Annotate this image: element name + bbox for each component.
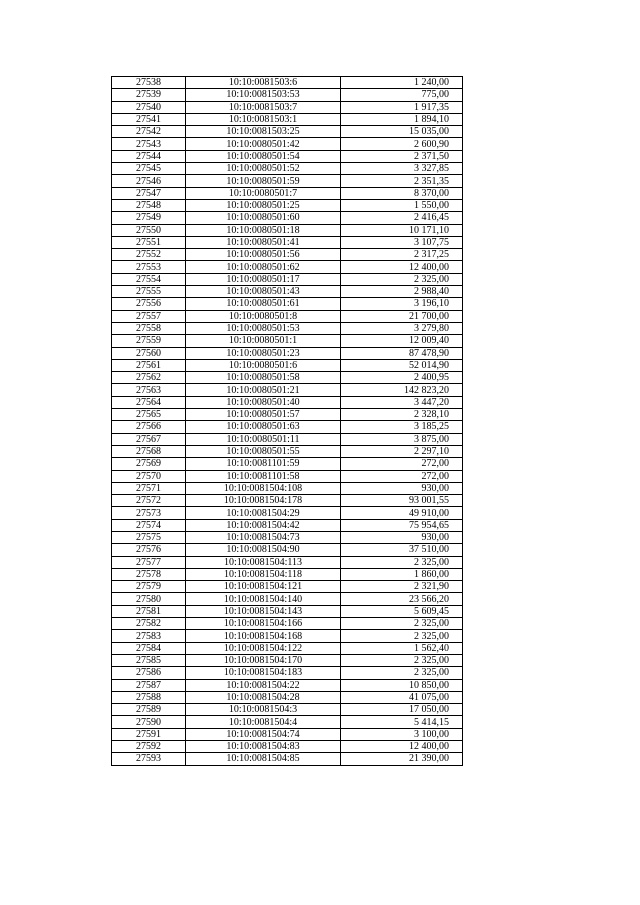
cadastral-number-cell: 10:10:0080501:52 <box>186 163 341 175</box>
table-row <box>112 163 463 175</box>
cadastral-number-cell: 10:10:0081503:1 <box>186 113 341 125</box>
cadastral-number-cell: 10:10:0080501:55 <box>186 445 341 457</box>
row-number-cell: 27567 <box>112 433 186 445</box>
cadastral-number-cell: 10:10:0081504:118 <box>186 568 341 580</box>
table-row <box>112 421 463 433</box>
value-cell: 52 014,90 <box>341 359 463 371</box>
row-number-cell: 27571 <box>112 482 186 494</box>
table-row <box>112 531 463 543</box>
value-cell: 930,00 <box>341 531 463 543</box>
table-row <box>112 199 463 211</box>
table-row <box>112 384 463 396</box>
cadastral-number-cell: 10:10:0081504:108 <box>186 482 341 494</box>
value-cell: 272,00 <box>341 458 463 470</box>
value-cell: 15 035,00 <box>341 126 463 138</box>
table-row <box>112 581 463 593</box>
table-row <box>112 593 463 605</box>
cadastral-number-cell: 10:10:0080501:63 <box>186 421 341 433</box>
value-cell: 1 562,40 <box>341 642 463 654</box>
table-row <box>112 667 463 679</box>
value-cell: 3 875,00 <box>341 433 463 445</box>
row-number-cell: 27551 <box>112 236 186 248</box>
cadastral-number-cell: 10:10:0081504:113 <box>186 556 341 568</box>
cadastral-number-cell: 10:10:0080501:42 <box>186 138 341 150</box>
table-body <box>112 77 463 766</box>
value-cell: 2 317,25 <box>341 249 463 261</box>
value-cell: 2 325,00 <box>341 273 463 285</box>
row-number-cell: 27541 <box>112 113 186 125</box>
value-cell: 2 416,45 <box>341 212 463 224</box>
value-cell: 2 371,50 <box>341 150 463 162</box>
table-row <box>112 482 463 494</box>
value-cell: 93 001,55 <box>341 495 463 507</box>
row-number-cell: 27587 <box>112 679 186 691</box>
table-row <box>112 372 463 384</box>
table-row <box>112 187 463 199</box>
table-row <box>112 556 463 568</box>
row-number-cell: 27592 <box>112 741 186 753</box>
value-cell: 2 988,40 <box>341 286 463 298</box>
value-cell: 2 328,10 <box>341 409 463 421</box>
row-number-cell: 27568 <box>112 445 186 457</box>
cadastral-number-cell: 10:10:0080501:1 <box>186 335 341 347</box>
row-number-cell: 27593 <box>112 753 186 765</box>
row-number-cell: 27544 <box>112 150 186 162</box>
value-cell: 2 325,00 <box>341 667 463 679</box>
cadastral-number-cell: 10:10:0081504:4 <box>186 716 341 728</box>
cadastral-number-cell: 10:10:0081504:168 <box>186 630 341 642</box>
cadastral-number-cell: 10:10:0080501:7 <box>186 187 341 199</box>
cadastral-number-cell: 10:10:0081504:29 <box>186 507 341 519</box>
row-number-cell: 27555 <box>112 286 186 298</box>
value-cell: 1 240,00 <box>341 77 463 89</box>
row-number-cell: 27577 <box>112 556 186 568</box>
row-number-cell: 27591 <box>112 728 186 740</box>
cadastral-number-cell: 10:10:0080501:25 <box>186 199 341 211</box>
row-number-cell: 27569 <box>112 458 186 470</box>
cadastral-number-cell: 10:10:0081503:7 <box>186 101 341 113</box>
cadastral-number-cell: 10:10:0081504:140 <box>186 593 341 605</box>
table-row <box>112 126 463 138</box>
table-row <box>112 507 463 519</box>
row-number-cell: 27565 <box>112 409 186 421</box>
value-cell: 775,00 <box>341 89 463 101</box>
cadastral-value-table <box>111 76 463 766</box>
row-number-cell: 27584 <box>112 642 186 654</box>
value-cell: 1 860,00 <box>341 568 463 580</box>
cadastral-number-cell: 10:10:0081504:183 <box>186 667 341 679</box>
value-cell: 21 390,00 <box>341 753 463 765</box>
row-number-cell: 27585 <box>112 654 186 666</box>
value-cell: 8 370,00 <box>341 187 463 199</box>
row-number-cell: 27590 <box>112 716 186 728</box>
value-cell: 75 954,65 <box>341 519 463 531</box>
table-row <box>112 716 463 728</box>
table-row <box>112 704 463 716</box>
value-cell: 21 700,00 <box>341 310 463 322</box>
table-row <box>112 409 463 421</box>
cadastral-number-cell: 10:10:0080501:8 <box>186 310 341 322</box>
cadastral-number-cell: 10:10:0081504:73 <box>186 531 341 543</box>
value-cell: 2 600,90 <box>341 138 463 150</box>
row-number-cell: 27543 <box>112 138 186 150</box>
value-cell: 12 400,00 <box>341 741 463 753</box>
cadastral-number-cell: 10:10:0080501:11 <box>186 433 341 445</box>
table-row <box>112 261 463 273</box>
cadastral-number-cell: 10:10:0080501:6 <box>186 359 341 371</box>
value-cell: 23 566,20 <box>341 593 463 605</box>
row-number-cell: 27562 <box>112 372 186 384</box>
value-cell: 930,00 <box>341 482 463 494</box>
row-number-cell: 27548 <box>112 199 186 211</box>
value-cell: 2 325,00 <box>341 556 463 568</box>
table-row <box>112 138 463 150</box>
value-cell: 2 325,00 <box>341 654 463 666</box>
table-row <box>112 298 463 310</box>
cadastral-number-cell: 10:10:0081504:83 <box>186 741 341 753</box>
table-row <box>112 605 463 617</box>
cadastral-number-cell: 10:10:0081503:53 <box>186 89 341 101</box>
table-row <box>112 519 463 531</box>
cadastral-number-cell: 10:10:0081504:121 <box>186 581 341 593</box>
row-number-cell: 27586 <box>112 667 186 679</box>
value-cell: 3 100,00 <box>341 728 463 740</box>
table-row <box>112 618 463 630</box>
cadastral-number-cell: 10:10:0081504:3 <box>186 704 341 716</box>
value-cell: 3 447,20 <box>341 396 463 408</box>
table-row <box>112 679 463 691</box>
table-row <box>112 642 463 654</box>
value-cell: 2 325,00 <box>341 630 463 642</box>
table-row <box>112 286 463 298</box>
cadastral-number-cell: 10:10:0081504:22 <box>186 679 341 691</box>
row-number-cell: 27561 <box>112 359 186 371</box>
cadastral-number-cell: 10:10:0080501:43 <box>186 286 341 298</box>
row-number-cell: 27539 <box>112 89 186 101</box>
row-number-cell: 27580 <box>112 593 186 605</box>
value-cell: 1 917,35 <box>341 101 463 113</box>
value-cell: 3 327,85 <box>341 163 463 175</box>
row-number-cell: 27554 <box>112 273 186 285</box>
cadastral-number-cell: 10:10:0081504:42 <box>186 519 341 531</box>
value-cell: 3 279,80 <box>341 322 463 334</box>
table-row <box>112 113 463 125</box>
value-cell: 272,00 <box>341 470 463 482</box>
value-cell: 1 894,10 <box>341 113 463 125</box>
cadastral-number-cell: 10:10:0081504:28 <box>186 691 341 703</box>
row-number-cell: 27581 <box>112 605 186 617</box>
value-cell: 142 823,20 <box>341 384 463 396</box>
row-number-cell: 27538 <box>112 77 186 89</box>
cadastral-number-cell: 10:10:0080501:23 <box>186 347 341 359</box>
table-row <box>112 495 463 507</box>
value-cell: 87 478,90 <box>341 347 463 359</box>
cadastral-number-cell: 10:10:0080501:40 <box>186 396 341 408</box>
table-row <box>112 654 463 666</box>
cadastral-number-cell: 10:10:0080501:62 <box>186 261 341 273</box>
row-number-cell: 27545 <box>112 163 186 175</box>
value-cell: 2 297,10 <box>341 445 463 457</box>
cadastral-number-cell: 10:10:0080501:53 <box>186 322 341 334</box>
cadastral-number-cell: 10:10:0081504:178 <box>186 495 341 507</box>
table-row <box>112 236 463 248</box>
row-number-cell: 27550 <box>112 224 186 236</box>
table-row <box>112 544 463 556</box>
cadastral-number-cell: 10:10:0080501:57 <box>186 409 341 421</box>
row-number-cell: 27547 <box>112 187 186 199</box>
row-number-cell: 27558 <box>112 322 186 334</box>
cadastral-number-cell: 10:10:0080501:61 <box>186 298 341 310</box>
value-cell: 49 910,00 <box>341 507 463 519</box>
value-cell: 5 414,15 <box>341 716 463 728</box>
cadastral-number-cell: 10:10:0081504:122 <box>186 642 341 654</box>
table-row <box>112 224 463 236</box>
table-row <box>112 728 463 740</box>
table-row <box>112 322 463 334</box>
cadastral-number-cell: 10:10:0080501:59 <box>186 175 341 187</box>
row-number-cell: 27559 <box>112 335 186 347</box>
value-cell: 17 050,00 <box>341 704 463 716</box>
table-row <box>112 212 463 224</box>
table-row <box>112 568 463 580</box>
row-number-cell: 27573 <box>112 507 186 519</box>
value-cell: 2 400,95 <box>341 372 463 384</box>
table-row <box>112 310 463 322</box>
table-row <box>112 150 463 162</box>
table-row <box>112 741 463 753</box>
value-cell: 3 196,10 <box>341 298 463 310</box>
table-row <box>112 691 463 703</box>
row-number-cell: 27578 <box>112 568 186 580</box>
value-cell: 2 321,90 <box>341 581 463 593</box>
row-number-cell: 27560 <box>112 347 186 359</box>
cadastral-number-cell: 10:10:0080501:21 <box>186 384 341 396</box>
table-row <box>112 458 463 470</box>
value-cell: 10 171,10 <box>341 224 463 236</box>
row-number-cell: 27542 <box>112 126 186 138</box>
value-cell: 10 850,00 <box>341 679 463 691</box>
row-number-cell: 27552 <box>112 249 186 261</box>
cadastral-number-cell: 10:10:0080501:41 <box>186 236 341 248</box>
value-cell: 3 185,25 <box>341 421 463 433</box>
value-cell: 5 609,45 <box>341 605 463 617</box>
cadastral-number-cell: 10:10:0081504:90 <box>186 544 341 556</box>
value-cell: 41 075,00 <box>341 691 463 703</box>
row-number-cell: 27546 <box>112 175 186 187</box>
table-row <box>112 359 463 371</box>
cadastral-number-cell: 10:10:0081504:170 <box>186 654 341 666</box>
row-number-cell: 27572 <box>112 495 186 507</box>
row-number-cell: 27566 <box>112 421 186 433</box>
table-row <box>112 89 463 101</box>
cadastral-number-cell: 10:10:0080501:58 <box>186 372 341 384</box>
cadastral-number-cell: 10:10:0080501:60 <box>186 212 341 224</box>
row-number-cell: 27574 <box>112 519 186 531</box>
table-row <box>112 175 463 187</box>
value-cell: 2 351,35 <box>341 175 463 187</box>
cadastral-number-cell: 10:10:0080501:18 <box>186 224 341 236</box>
row-number-cell: 27579 <box>112 581 186 593</box>
table-row <box>112 347 463 359</box>
table-row <box>112 630 463 642</box>
cadastral-number-cell: 10:10:0081503:6 <box>186 77 341 89</box>
cadastral-number-cell: 10:10:0080501:56 <box>186 249 341 261</box>
cadastral-number-cell: 10:10:0080501:54 <box>186 150 341 162</box>
value-cell: 2 325,00 <box>341 618 463 630</box>
row-number-cell: 27588 <box>112 691 186 703</box>
row-number-cell: 27576 <box>112 544 186 556</box>
cadastral-number-cell: 10:10:0080501:17 <box>186 273 341 285</box>
value-cell: 12 400,00 <box>341 261 463 273</box>
value-cell: 37 510,00 <box>341 544 463 556</box>
row-number-cell: 27563 <box>112 384 186 396</box>
row-number-cell: 27549 <box>112 212 186 224</box>
table-row <box>112 753 463 765</box>
cadastral-number-cell: 10:10:0081101:58 <box>186 470 341 482</box>
value-cell: 12 009,40 <box>341 335 463 347</box>
table-row <box>112 249 463 261</box>
cadastral-number-cell: 10:10:0081503:25 <box>186 126 341 138</box>
table-row <box>112 470 463 482</box>
table-row <box>112 273 463 285</box>
value-cell: 1 550,00 <box>341 199 463 211</box>
row-number-cell: 27582 <box>112 618 186 630</box>
table-row <box>112 445 463 457</box>
table-row <box>112 396 463 408</box>
cadastral-number-cell: 10:10:0081504:85 <box>186 753 341 765</box>
row-number-cell: 27557 <box>112 310 186 322</box>
row-number-cell: 27540 <box>112 101 186 113</box>
table-row <box>112 335 463 347</box>
row-number-cell: 27589 <box>112 704 186 716</box>
cadastral-number-cell: 10:10:0081101:59 <box>186 458 341 470</box>
table-row <box>112 433 463 445</box>
row-number-cell: 27583 <box>112 630 186 642</box>
value-cell: 3 107,75 <box>341 236 463 248</box>
row-number-cell: 27553 <box>112 261 186 273</box>
row-number-cell: 27564 <box>112 396 186 408</box>
row-number-cell: 27570 <box>112 470 186 482</box>
table-row <box>112 77 463 89</box>
cadastral-number-cell: 10:10:0081504:143 <box>186 605 341 617</box>
row-number-cell: 27556 <box>112 298 186 310</box>
cadastral-number-cell: 10:10:0081504:74 <box>186 728 341 740</box>
cadastral-number-cell: 10:10:0081504:166 <box>186 618 341 630</box>
table-row <box>112 101 463 113</box>
row-number-cell: 27575 <box>112 531 186 543</box>
